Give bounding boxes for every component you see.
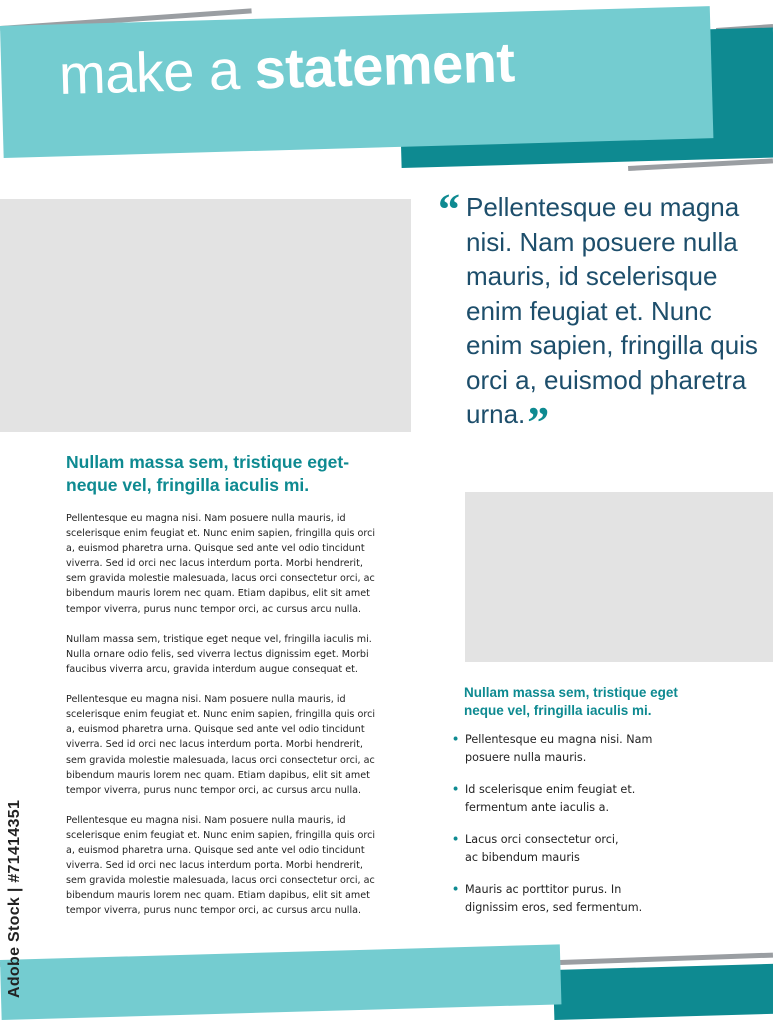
bullet-item	[452, 831, 752, 867]
article-line: bibendum mauris lorem nec quam. Etiam dapibus, elit sit amet	[66, 588, 370, 600]
article-line: viverra. Sed id orci nec lacus interdum porta. Morbi hendrerit,	[66, 860, 363, 872]
sidebar-heading-line: neque vel, fringilla iaculis mi.	[464, 703, 652, 718]
article-line: scelerisque enim feugiat et. Nunc enim sapien, fringilla quis orci	[66, 709, 376, 721]
sidebar-bullet-list	[452, 731, 752, 931]
bullet-dot-icon: •	[452, 733, 460, 746]
article-line: bibendum mauris lorem nec quam. Etiam dapibus, elit sit amet	[66, 890, 370, 902]
title-bold: statement	[253, 30, 516, 101]
bullet-line: dignissim eros, sed fermentum.	[465, 901, 643, 914]
article-line: tempor viverra, purus nunc tempor orci, ac cursus arcu nulla.	[66, 784, 362, 796]
article-line: viverra. Sed id orci nec lacus interdum porta. Morbi hendrerit,	[66, 558, 363, 570]
article-line: Nulla ornare odio felis, sed viverra lectus dignissim eget. Morbi	[66, 648, 369, 660]
bullet-dot-icon: •	[452, 883, 460, 896]
bullet-item	[452, 731, 752, 767]
bullet-dot-icon: •	[452, 783, 460, 796]
bullet-line: ac bibendum mauris	[465, 851, 580, 864]
footer-banner-light	[0, 944, 561, 1020]
bullet-line: Pellentesque eu magna nisi. Nam	[465, 733, 653, 746]
sidebar-heading-line: Nullam massa sem, tristique eget	[464, 685, 678, 700]
bullet-dot-icon: •	[452, 833, 460, 846]
article-paragraph	[66, 813, 406, 919]
article-line: tempor viverra, purus nunc tempor orci, ac cursus arcu nulla.	[66, 905, 362, 917]
article-heading	[66, 451, 406, 497]
article-line: Nullam massa sem, tristique eget neque vel, fringilla iaculis mi.	[66, 633, 372, 645]
article-line: Pellentesque eu magna nisi. Nam posuere nulla mauris, id	[66, 814, 346, 826]
bullet-line: Lacus orci consectetur orci,	[465, 833, 619, 846]
bullet-line: posuere nulla mauris.	[465, 751, 587, 764]
article-line: Pellentesque eu magna nisi. Nam posuere nulla mauris, id	[66, 513, 346, 524]
article-line: a, euismod pharetra urna. Quisque sed ante vel odio tincidunt	[66, 845, 365, 857]
article-paragraph	[66, 692, 406, 798]
article-paragraph	[66, 632, 406, 677]
article-line: faucibus viverra arcu, gravida interdum augue consequat et.	[66, 663, 358, 675]
image-placeholder-main	[0, 199, 411, 432]
sidebar-heading	[464, 684, 764, 720]
footer-banner-dark	[553, 963, 773, 1020]
article-heading-line: Nullam massa sem, tristique eget-	[66, 452, 350, 472]
bullet-line: Mauris ac porttitor purus. In	[465, 883, 622, 896]
article-line: tempor viverra, purus nunc tempor orci, ac cursus arcu nulla.	[66, 603, 362, 615]
article-paragraph	[66, 511, 406, 617]
article-line: sem gravida molestie malesuada, lacus orci consectetur orci, ac	[66, 573, 375, 585]
article-line: Pellentesque eu magna nisi. Nam posuere nulla mauris, id	[66, 694, 346, 706]
bullet-line: Id scelerisque enim feugiat et.	[465, 783, 636, 796]
article-line: sem gravida molestie malesuada, lacus orci consectetur orci, ac	[66, 754, 375, 766]
close-quote-mark: ”	[527, 398, 550, 447]
bullet-line: fermentum ante iaculis a.	[465, 801, 610, 814]
article-line: viverra. Sed id orci nec lacus interdum porta. Morbi hendrerit,	[66, 739, 363, 751]
pull-quote	[438, 185, 758, 447]
article-line: bibendum mauris lorem nec quam. Etiam dapibus, elit sit amet	[66, 769, 370, 781]
bullet-item	[452, 881, 752, 917]
image-placeholder-side	[465, 492, 773, 662]
article-line: a, euismod pharetra urna. Quisque sed ante vel odio tincidunt	[66, 543, 365, 555]
article-heading-line: neque vel, fringilla iaculis mi.	[66, 475, 310, 495]
article-body	[66, 511, 406, 934]
stock-watermark: Adobe Stock | #71414351	[6, 799, 23, 998]
page-title	[58, 29, 515, 107]
article-line: scelerisque enim feugiat et. Nunc enim sapien, fringilla quis orci	[66, 829, 376, 841]
bullet-item	[452, 781, 752, 817]
pull-quote-text: Pellentesque eu magna nisi. Nam posuere nulla mauris, id scelerisque enim feugiat et. Nunc enim sapien, fringilla quis orci a, euismod pharetra urna.	[466, 192, 758, 429]
article-line: a, euismod pharetra urna. Quisque sed ante vel odio tincidunt	[66, 724, 365, 736]
article-line: scelerisque enim feugiat et. Nunc enim sapien, fringilla quis orci	[66, 528, 376, 540]
title-light: make a	[58, 37, 241, 106]
open-quote-mark: “	[438, 185, 460, 234]
bottom-right-rule	[560, 953, 773, 965]
article-line: sem gravida molestie malesuada, lacus orci consectetur orci, ac	[66, 875, 375, 887]
